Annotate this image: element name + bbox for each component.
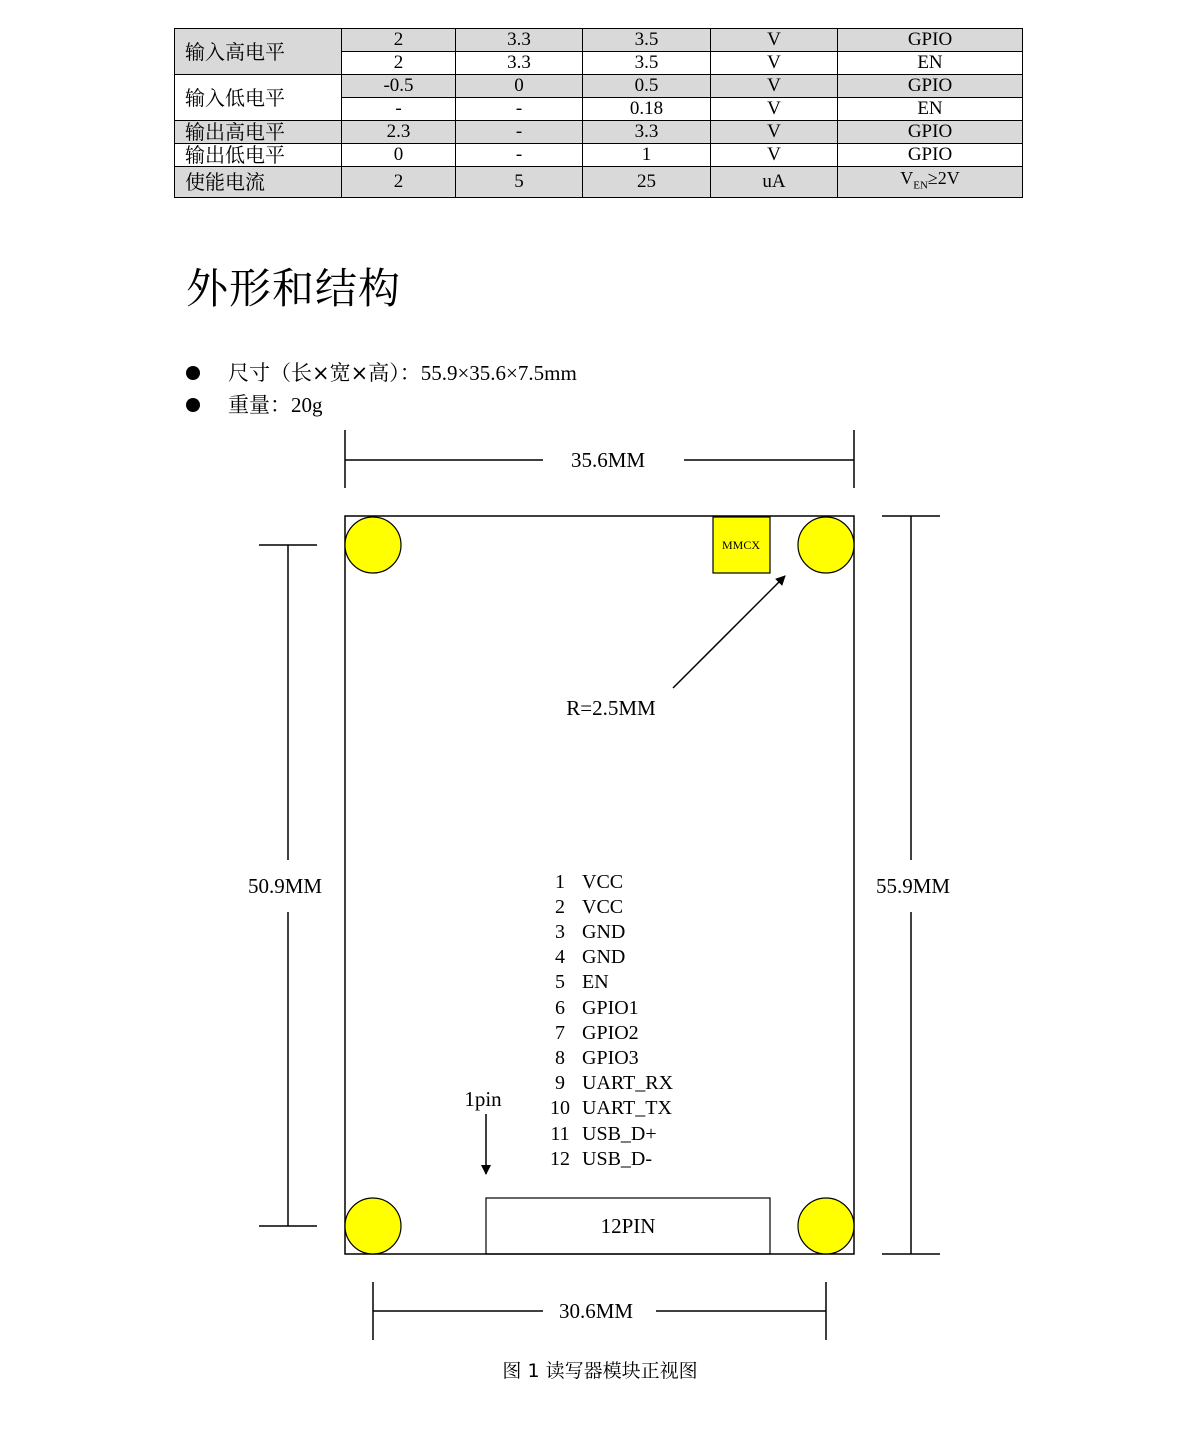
table-cell: 0.5: [583, 75, 711, 98]
table-cell: 2: [342, 167, 456, 198]
pin-number: 3: [555, 921, 565, 943]
table-cell: -: [456, 144, 583, 167]
row-label: 输出低电平: [175, 144, 342, 167]
pin-number: 8: [555, 1047, 565, 1069]
pin-number: 10: [550, 1097, 570, 1119]
table-cell: -: [342, 98, 456, 121]
enable-condition-v: V: [900, 168, 914, 188]
dim-bottom-label: 30.6MM: [558, 1299, 634, 1323]
bullet-label: 重量：: [228, 393, 291, 417]
pin-name: VCC: [582, 896, 624, 918]
pin-name: UART_RX: [582, 1072, 674, 1094]
table-cell: V: [711, 75, 838, 98]
table-cell: V: [711, 52, 838, 75]
table-cell: -: [456, 121, 583, 144]
table-cell: 0.18: [583, 98, 711, 121]
table-cell: 3.3: [583, 121, 711, 144]
enable-condition-sub: EN: [913, 179, 928, 192]
table-cell: 3.5: [583, 52, 711, 75]
pin-name: GPIO2: [582, 1022, 639, 1044]
table-cell: 3.5: [583, 29, 711, 52]
pin-list: [550, 871, 674, 1170]
table-cell: 2: [342, 29, 456, 52]
table-cell: uA: [711, 167, 838, 198]
bullet-value: 55.9×35.6×7.5mm: [420, 361, 577, 385]
pin-name: USB_D+: [582, 1123, 657, 1145]
dim-right-label: 55.9MM: [875, 874, 951, 898]
pin-number: 5: [555, 971, 565, 993]
pin-name: EN: [582, 971, 609, 993]
section-title: 外形和结构: [186, 264, 402, 313]
table-cell: V: [711, 98, 838, 121]
row-label: 输出高电平: [175, 121, 342, 144]
table-cell: GPIO: [838, 29, 1023, 52]
row-label: 输入低电平: [175, 75, 342, 121]
pin-number: 1: [555, 871, 565, 893]
table-cell: 25: [583, 167, 711, 198]
table-cell: 5: [456, 167, 583, 198]
pin-name: USB_D-: [582, 1148, 653, 1170]
pin-number: 4: [555, 946, 565, 968]
table-cell: 2.3: [342, 121, 456, 144]
pin-name: GND: [582, 946, 626, 968]
table-cell: V: [711, 29, 838, 52]
mounting-hole-top-left: [345, 517, 401, 573]
table-cell: 3.3: [456, 52, 583, 75]
table-cell: 0: [342, 144, 456, 167]
table-cell: -: [456, 98, 583, 121]
dim-left-label: 50.9MM: [247, 874, 323, 898]
dim-top-label: 35.6MM: [570, 448, 646, 472]
bullet-value: 20g: [291, 393, 323, 417]
pin-name: VCC: [582, 871, 624, 893]
pin-name: GPIO1: [582, 997, 639, 1019]
pin-name: UART_TX: [582, 1097, 672, 1119]
pin-number: 2: [555, 896, 565, 918]
enable-condition-rest: ≥2V: [927, 168, 960, 188]
table-cell: V: [711, 144, 838, 167]
row-label: 使能电流: [175, 167, 342, 198]
table-cell: 3.3: [456, 29, 583, 52]
row-label: 输入高电平: [175, 29, 342, 75]
pin-number: 11: [550, 1123, 570, 1145]
pin-name: GPIO3: [582, 1047, 639, 1069]
table-cell: GPIO: [838, 144, 1023, 167]
bullet-label: 尺寸（长×宽×高）：: [228, 361, 421, 385]
pin1-label: 1pin: [464, 1087, 502, 1111]
radius-label: R=2.5MM: [566, 696, 656, 720]
table-cell: EN: [838, 52, 1023, 75]
table-cell: 1: [583, 144, 711, 167]
table-cell: GPIO: [838, 75, 1023, 98]
table-cell: 0: [456, 75, 583, 98]
pin-number: 7: [555, 1022, 565, 1044]
table-cell: V: [711, 121, 838, 144]
figure-caption: 图 1 读写器模块正视图: [502, 1360, 698, 1382]
table-cell: EN: [838, 98, 1023, 121]
pin-number: 6: [555, 997, 565, 1019]
table-cell: 2: [342, 52, 456, 75]
mounting-hole-top-right: [798, 517, 854, 573]
mounting-hole-bottom-left: [345, 1198, 401, 1254]
pin-header-label: 12PIN: [600, 1214, 656, 1238]
pin-number: 9: [555, 1072, 565, 1094]
table-cell: -0.5: [342, 75, 456, 98]
table-cell: GPIO: [838, 121, 1023, 144]
pin-number: 12: [550, 1148, 570, 1170]
mmcx-label: MMCX: [721, 538, 761, 552]
mounting-hole-bottom-right: [798, 1198, 854, 1254]
pin-name: GND: [582, 921, 626, 943]
radius-leader-arrow-icon: [673, 576, 785, 688]
